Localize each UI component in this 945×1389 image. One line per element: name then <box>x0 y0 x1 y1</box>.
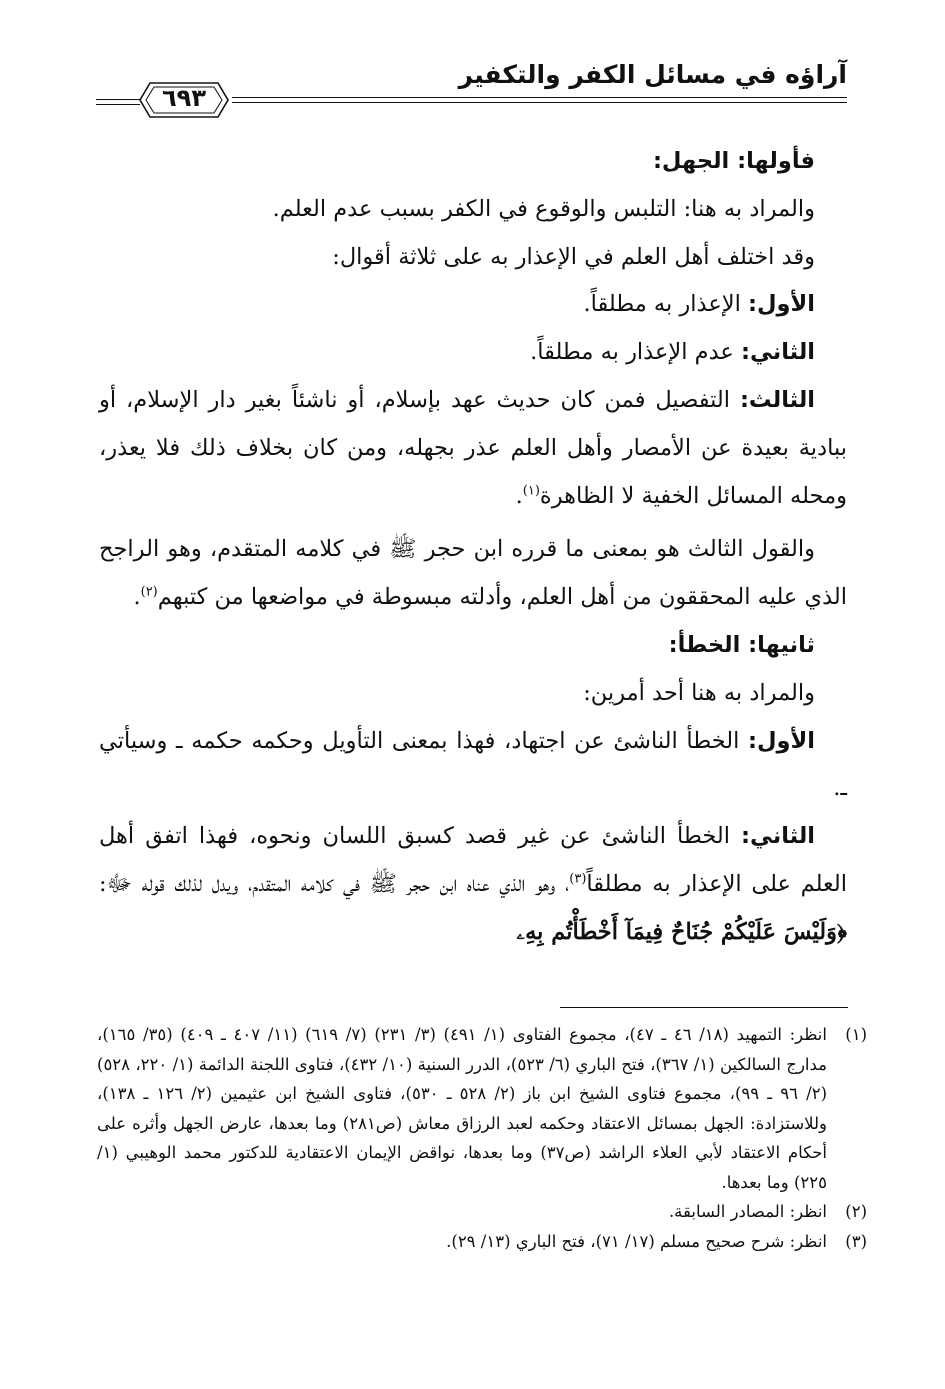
heading-label: ثانيها: الخطأ: <box>668 631 815 658</box>
footnote-text: انظر: التمهيد (١٨/ ٤٦ ـ ٤٧)، مجموع الفتاوى (١/ ٤٩١) (٣/ ٢٣١) (٧/ ٦١٩) (١١/ ٤٠٧ ـ ٤٠٩) (٣٥/ ١٦٥)، مدارج السالكين (١/ ٣٦٧)، فتح الباري (٦/ ٥٢٣)، الدرر السنية (١٠/ ٤٣٢)، فتاوى اللجنة الدائمة (١/ ٢٢٠، ٥٢٨) (٢/ ٩٦ ـ ٩٩)، مجموع فتاوى الشيخ ابن باز (٢/ ٥٢٨ ـ ٥٣٠)، فتاوى الشيخ ابن عثيمين (٢/ ١٢٦ ـ ١٣٨)، وللاستزادة: الجهل بمسائل الاعتقاد وحكمه لعبد الرزاق معاش (ص٢٨١) وما بعدها، عارض الجهل وأثره على أحكام الاعتقاد لأبي العلاء الراشد (ص٣٧) وما بعدها، نواقض الإيمان الاعتقادية للدكتور محمد الوهيبي (١/ ٢٢٥) وما بعدها. <box>97 1025 828 1192</box>
opinion-text: الخطأ الناشئ عن اجتهاد، فهذا بمعنى التأويل وحكمه حكمه ـ وسيأتي ـ. <box>99 727 847 802</box>
footnote <box>97 1020 867 1197</box>
opinion-text: ، وهو الذي عناه ابن حجر ﷺ في كلامه المتقدم، ويدل لذلك قوله ﷻ: <box>99 870 570 897</box>
opinion-text: التفصيل فمن كان حديث عهد بإسلام، أو ناشئاً بغير دار الإسلام، أو ببادية بعيدة عن الأمصار وأهل العلم عذر بجهله، ومن كان بخلاف ذلك فلا يعذر، ومحله المسائل الخفية لا الظاهرة <box>99 386 847 509</box>
opinion-third <box>99 377 847 520</box>
period: . <box>133 584 141 611</box>
footnotes <box>97 1020 867 1256</box>
footnote-number: (٢) <box>845 1202 867 1221</box>
opinion-label: الأول: <box>748 291 815 318</box>
running-title: آراؤه في مسائل الكفر والتكفير <box>458 60 847 89</box>
header-rule <box>232 97 847 98</box>
opinion-first <box>99 281 847 329</box>
heading-error <box>99 622 847 670</box>
paragraph: وقد اختلف أهل العلم في الإعذار به على ثلاثة أقوال: <box>332 243 815 270</box>
heading-ignorance <box>99 138 847 186</box>
footnote-separator <box>560 1007 848 1008</box>
footnote-ref: (٢) <box>140 584 158 600</box>
paragraph-text: والقول الثالث هو بمعنى ما قرره ابن حجر ﷺ في كلامه المتقدم، وهو الراجح الذي عليه المحققون من أهل العلم، وأدلته مبسوطة في مواضعها من كتبهم <box>99 536 847 611</box>
page-number: ٦٩٣ <box>162 84 206 112</box>
footnote-ref: (١) <box>522 483 540 499</box>
footnote <box>97 1197 867 1227</box>
error-second <box>99 813 847 956</box>
header-rule-double <box>232 102 847 103</box>
footnote-ref: (٣) <box>569 871 587 887</box>
opinion-second <box>99 329 847 377</box>
opinion-label: الثاني: <box>740 823 815 850</box>
opinion-label: الثالث: <box>739 386 815 413</box>
footnote-number: (١) <box>845 1025 867 1044</box>
paragraph: والمراد به هنا أحد أمرين: <box>583 679 815 706</box>
footnote <box>97 1227 867 1257</box>
opinion-text: الإعذار به مطلقاً. <box>583 291 749 318</box>
opinion-text: عدم الإعذار به مطلقاً. <box>530 339 741 366</box>
footnote-text: انظر: المصادر السابقة. <box>668 1202 827 1221</box>
footnote-text: انظر: شرح صحيح مسلم (١٧/ ٧١)، فتح الباري (١٣/ ٢٩). <box>446 1231 827 1251</box>
paragraph-preferred <box>99 526 847 622</box>
error-first <box>99 718 847 814</box>
footnote-number: (٣) <box>845 1231 867 1251</box>
header-rule-left-double <box>96 104 140 105</box>
opinion-label: الثاني: <box>740 339 815 366</box>
header-rule-left <box>96 99 140 100</box>
main-text <box>99 138 847 957</box>
heading-label: فأولها: الجهل: <box>652 148 815 174</box>
opinion-label: الأول: <box>748 727 815 754</box>
quran-verse: ﴿وَلَيْسَ عَلَيْكُمْ جُنَاحٌ فِيمَآ أَخْطَأْتُم بِهِۦ <box>516 918 847 945</box>
opinion-text: الخطأ الناشئ عن غير قصد كسبق اللسان ونحوه، فهذا اتفق أهل العلم على الإعذار به مطلقاً <box>99 823 847 897</box>
period: . <box>515 482 523 509</box>
paragraph: والمراد به هنا: التلبس والوقوع في الكفر بسبب عدم العلم. <box>272 195 815 222</box>
